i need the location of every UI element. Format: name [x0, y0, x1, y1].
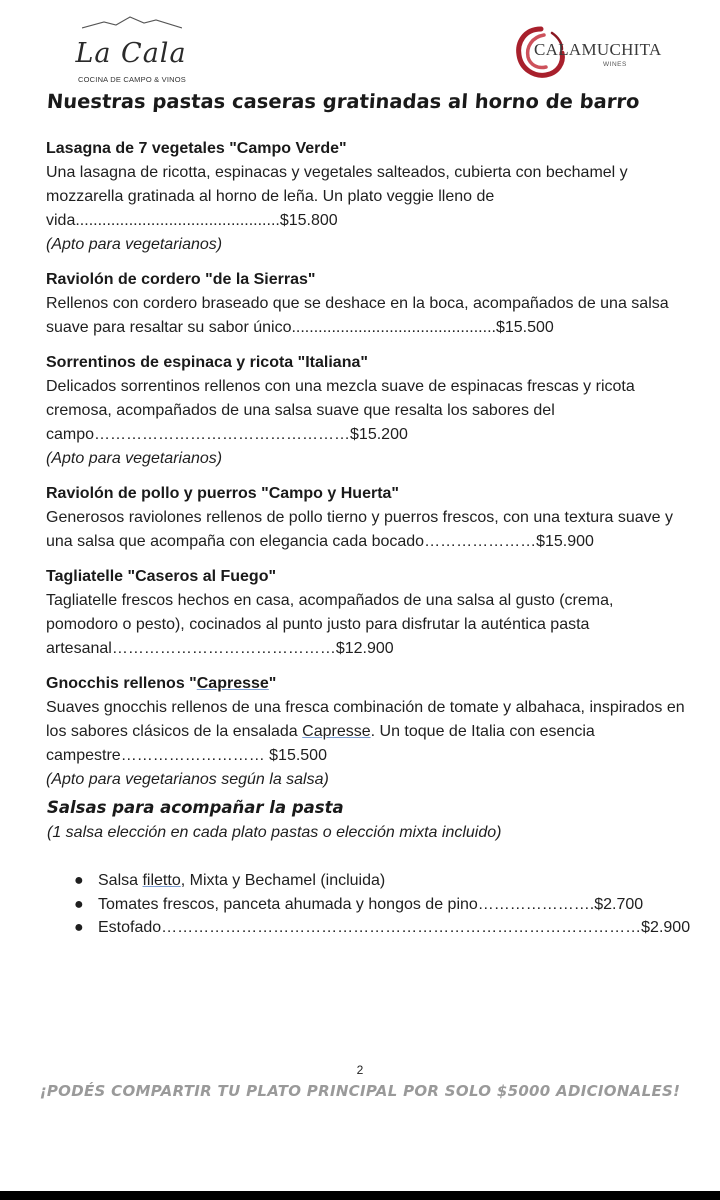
- item-description: [46, 696, 686, 768]
- item-title-part: Capresse: [196, 675, 269, 692]
- bottom-divider: [0, 1191, 720, 1200]
- item-note: (Apto para vegetarianos): [46, 450, 223, 467]
- item-description-part: Suaves gnocchis rellenos de una fresca combinación de tomate y albahaca, inspirados en los sabores clásicos de la ensalada: [46, 699, 685, 740]
- item-note: (Apto para vegetarianos según la salsa): [46, 771, 329, 788]
- item-description: Una lasagna de ricotta, espinacas y vegetales salteados, cubierta con bechamel y mozzarella gratinada al horno de leña. Un plato veggie lleno de vida..............................................$15.800: [46, 164, 628, 229]
- item-description-part: Capresse: [302, 723, 371, 740]
- brand-tagline: COCINA DE CAMPO & VINOS: [78, 75, 186, 84]
- bullet-icon: ●: [74, 872, 84, 889]
- partner-sub: WINES: [603, 61, 627, 68]
- item-title: Raviolón de pollo y puerros "Campo y Huerta": [46, 485, 400, 502]
- item-title: Tagliatelle "Caseros al Fuego": [46, 568, 277, 585]
- menu-item: [46, 137, 686, 257]
- pasta-menu: [46, 137, 686, 803]
- sauce-text: Estofado………………………………………………………………………………$2.900: [98, 919, 691, 936]
- partner-name: CALAMUCHITA: [534, 40, 662, 59]
- promo-banner: ¡PODÉS COMPARTIR TU PLATO PRINCIPAL POR SOLO $5000 ADICIONALES!: [39, 1082, 681, 1100]
- menu-item: [46, 565, 686, 661]
- sauces-note: (1 salsa elección en cada plato pastas o elección mixta incluido): [47, 824, 502, 841]
- sauce-text: , Mixta y Bechamel (incluida): [180, 872, 386, 889]
- item-title: Sorrentinos de espinaca y ricota "Italiana": [46, 354, 368, 371]
- item-description: Generosos raviolones rellenos de pollo tierno y puerros frescos, con una textura suave y una salsa que acompaña con elegancia cada bocado…………………$15.900: [46, 509, 674, 550]
- item-description: Delicados sorrentinos rellenos con una mezcla suave de espinacas frescas y ricota cremosa, acompañados de una salsa suave que resalta los sabores del campo…………………………………………$15.200: [46, 378, 635, 443]
- page-number: 2: [356, 1063, 364, 1077]
- sauce-text: Tomates frescos, panceta ahumada y hongos de pino………………….$2.700: [98, 895, 644, 913]
- bullet-icon: ●: [74, 895, 84, 913]
- mountain-icon: [82, 14, 182, 32]
- partner-logo: [512, 22, 672, 82]
- item-title-part: Gnocchis rellenos ": [46, 675, 197, 692]
- menu-item: [46, 351, 686, 471]
- menu-item: [46, 672, 686, 792]
- item-title: [46, 672, 686, 696]
- item-title: Lasagna de 7 vegetales "Campo Verde": [46, 140, 347, 157]
- item-title-part: ": [268, 675, 277, 692]
- menu-item: [46, 482, 686, 554]
- sauces-title: Salsas para acompañar la pasta: [47, 798, 344, 817]
- sauce-text: Salsa: [98, 872, 143, 889]
- item-note: (Apto para vegetarianos): [46, 236, 223, 253]
- menu-item: [46, 268, 686, 340]
- item-description-part: . Un toque de Italia con esencia campestre……………………… $15.500: [46, 723, 595, 764]
- list-item: [74, 916, 694, 940]
- sauce-text: filetto: [142, 872, 181, 889]
- sauce-list: [74, 869, 694, 940]
- item-description: Rellenos con cordero braseado que se deshace en la boca, acompañados de una salsa suave para resaltar su sabor único..............................................$15.500: [46, 295, 669, 336]
- page-title: Nuestras pastas caseras gratinadas al horno de barro: [46, 90, 641, 113]
- bullet-icon: ●: [74, 919, 84, 936]
- item-description: Tagliatelle frescos hechos en casa, acompañados de una salsa al gusto (crema, pomodoro o pesto), cocinados al punto justo para disfrutar la auténtica pasta artesanal……………………………………$12.900: [46, 592, 614, 657]
- list-item: [74, 893, 694, 917]
- list-item: [74, 869, 694, 893]
- item-title: Raviolón de cordero "de la Sierras": [46, 271, 316, 288]
- brand-name: La Cala: [75, 38, 187, 69]
- brand-logo: [62, 14, 202, 90]
